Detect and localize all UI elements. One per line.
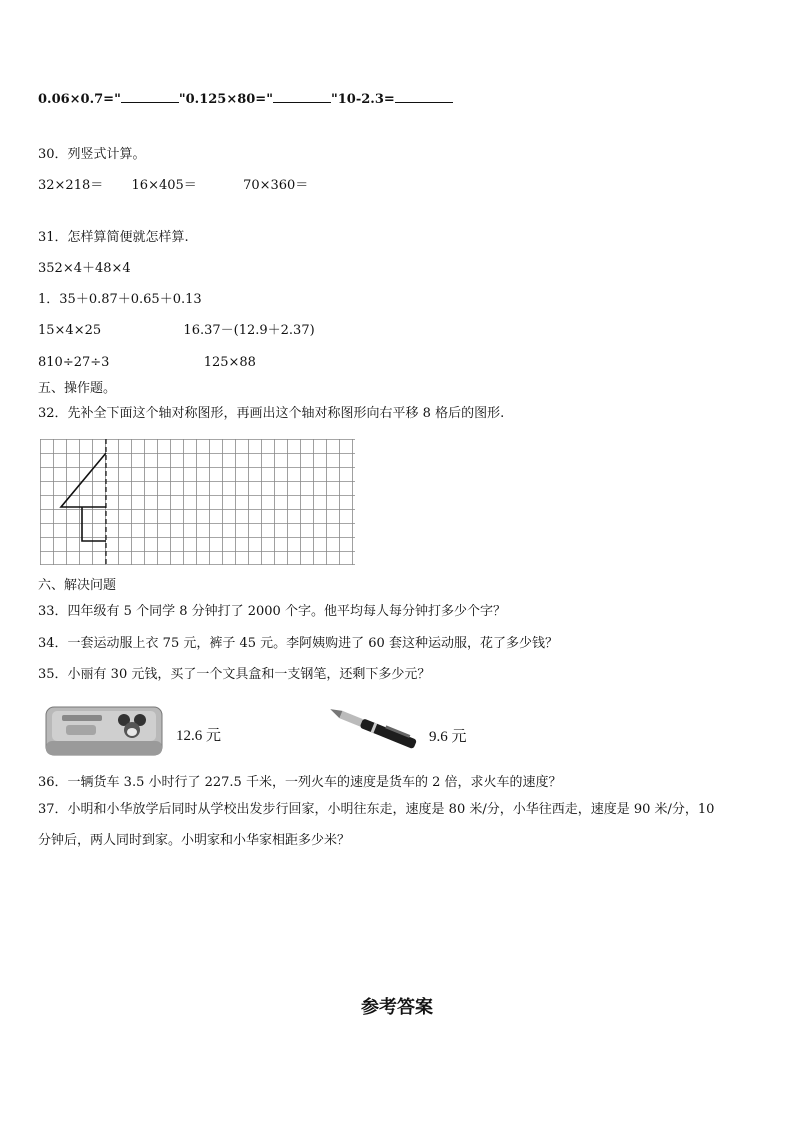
pencil-box-image [44, 703, 164, 759]
q33-text: 33．四年级有 5 个同学 8 分钟打了 2000 个字。他平均每人每分钟打多少个字？ [38, 604, 506, 619]
section-6-heading: 六、解决问题 [38, 578, 117, 593]
q31-row3 [38, 323, 315, 339]
fountain-pen-image [324, 705, 424, 753]
q29-blank-2[interactable] [273, 90, 331, 103]
q31-title: 31．怎样算简便就怎样算. [38, 230, 189, 245]
q29-part-b: "0.125×80=" [178, 92, 273, 107]
half-figure-stem [82, 507, 106, 541]
q30-item-2: 16×405＝ [131, 178, 197, 193]
answer-title: 参考答案 [361, 997, 433, 1018]
q32-grid[interactable] [40, 439, 356, 565]
q29-blank-3[interactable] [395, 90, 453, 103]
q32-text: 32．先补全下面这个轴对称图形，再画出这个轴对称图形向右平移 8 格后的图形. [38, 406, 505, 421]
q31-row2: 1．35＋0.87＋0.65＋0.13 [38, 292, 202, 307]
q34-text: 34．一套运动服上衣 75 元，裤子 45 元。李阿姨购进了 60 套这种运动服，花了多少钱？ [38, 636, 558, 651]
q37-text-line2: 分钟后，两人同时到家。小明家和小华家相距多少米？ [38, 833, 351, 848]
q29-blank-1[interactable] [121, 90, 179, 103]
q31-row3-b: 16.37－(12.9＋2.37) [183, 323, 315, 338]
grid-lines [40, 439, 355, 565]
q30-item-3: 70×360＝ [243, 178, 309, 193]
half-figure [61, 453, 106, 507]
q35-text: 35．小丽有 30 元钱，买了一个文具盒和一支钢笔，还剩下多少元？ [38, 667, 431, 682]
q30-title: 30．列竖式计算。 [38, 147, 146, 162]
q30-items [38, 178, 308, 194]
q31-row1: 352×4＋48×4 [38, 261, 131, 276]
pencil-box-price: 12.6 元 [176, 728, 222, 744]
q31-row4-b: 125×88 [203, 355, 256, 370]
q29-part-c: "10-2.3= [330, 92, 395, 107]
q36-text: 36．一辆货车 3.5 小时行了 227.5 千米，一列火车的速度是货车的 2 倍，求火车的速度？ [38, 775, 562, 790]
q30-item-1: 32×218＝ [38, 178, 104, 193]
q31-row4-a: 810÷27÷3 [38, 355, 110, 370]
q37-text-line1: 37．小明和小华放学后同时从学校出发步行回家，小明往东走，速度是 80 米/分，小华往西走，速度是 90 米/分，10 [38, 802, 715, 817]
q29-part-a: 0.06×0.7=" [38, 92, 121, 107]
pen-price: 9.6 元 [429, 729, 467, 745]
section-5-heading: 五、操作题。 [38, 381, 117, 396]
q31-row3-a: 15×4×25 [38, 323, 102, 338]
q29-line [38, 90, 453, 108]
q31-row4 [38, 355, 256, 371]
